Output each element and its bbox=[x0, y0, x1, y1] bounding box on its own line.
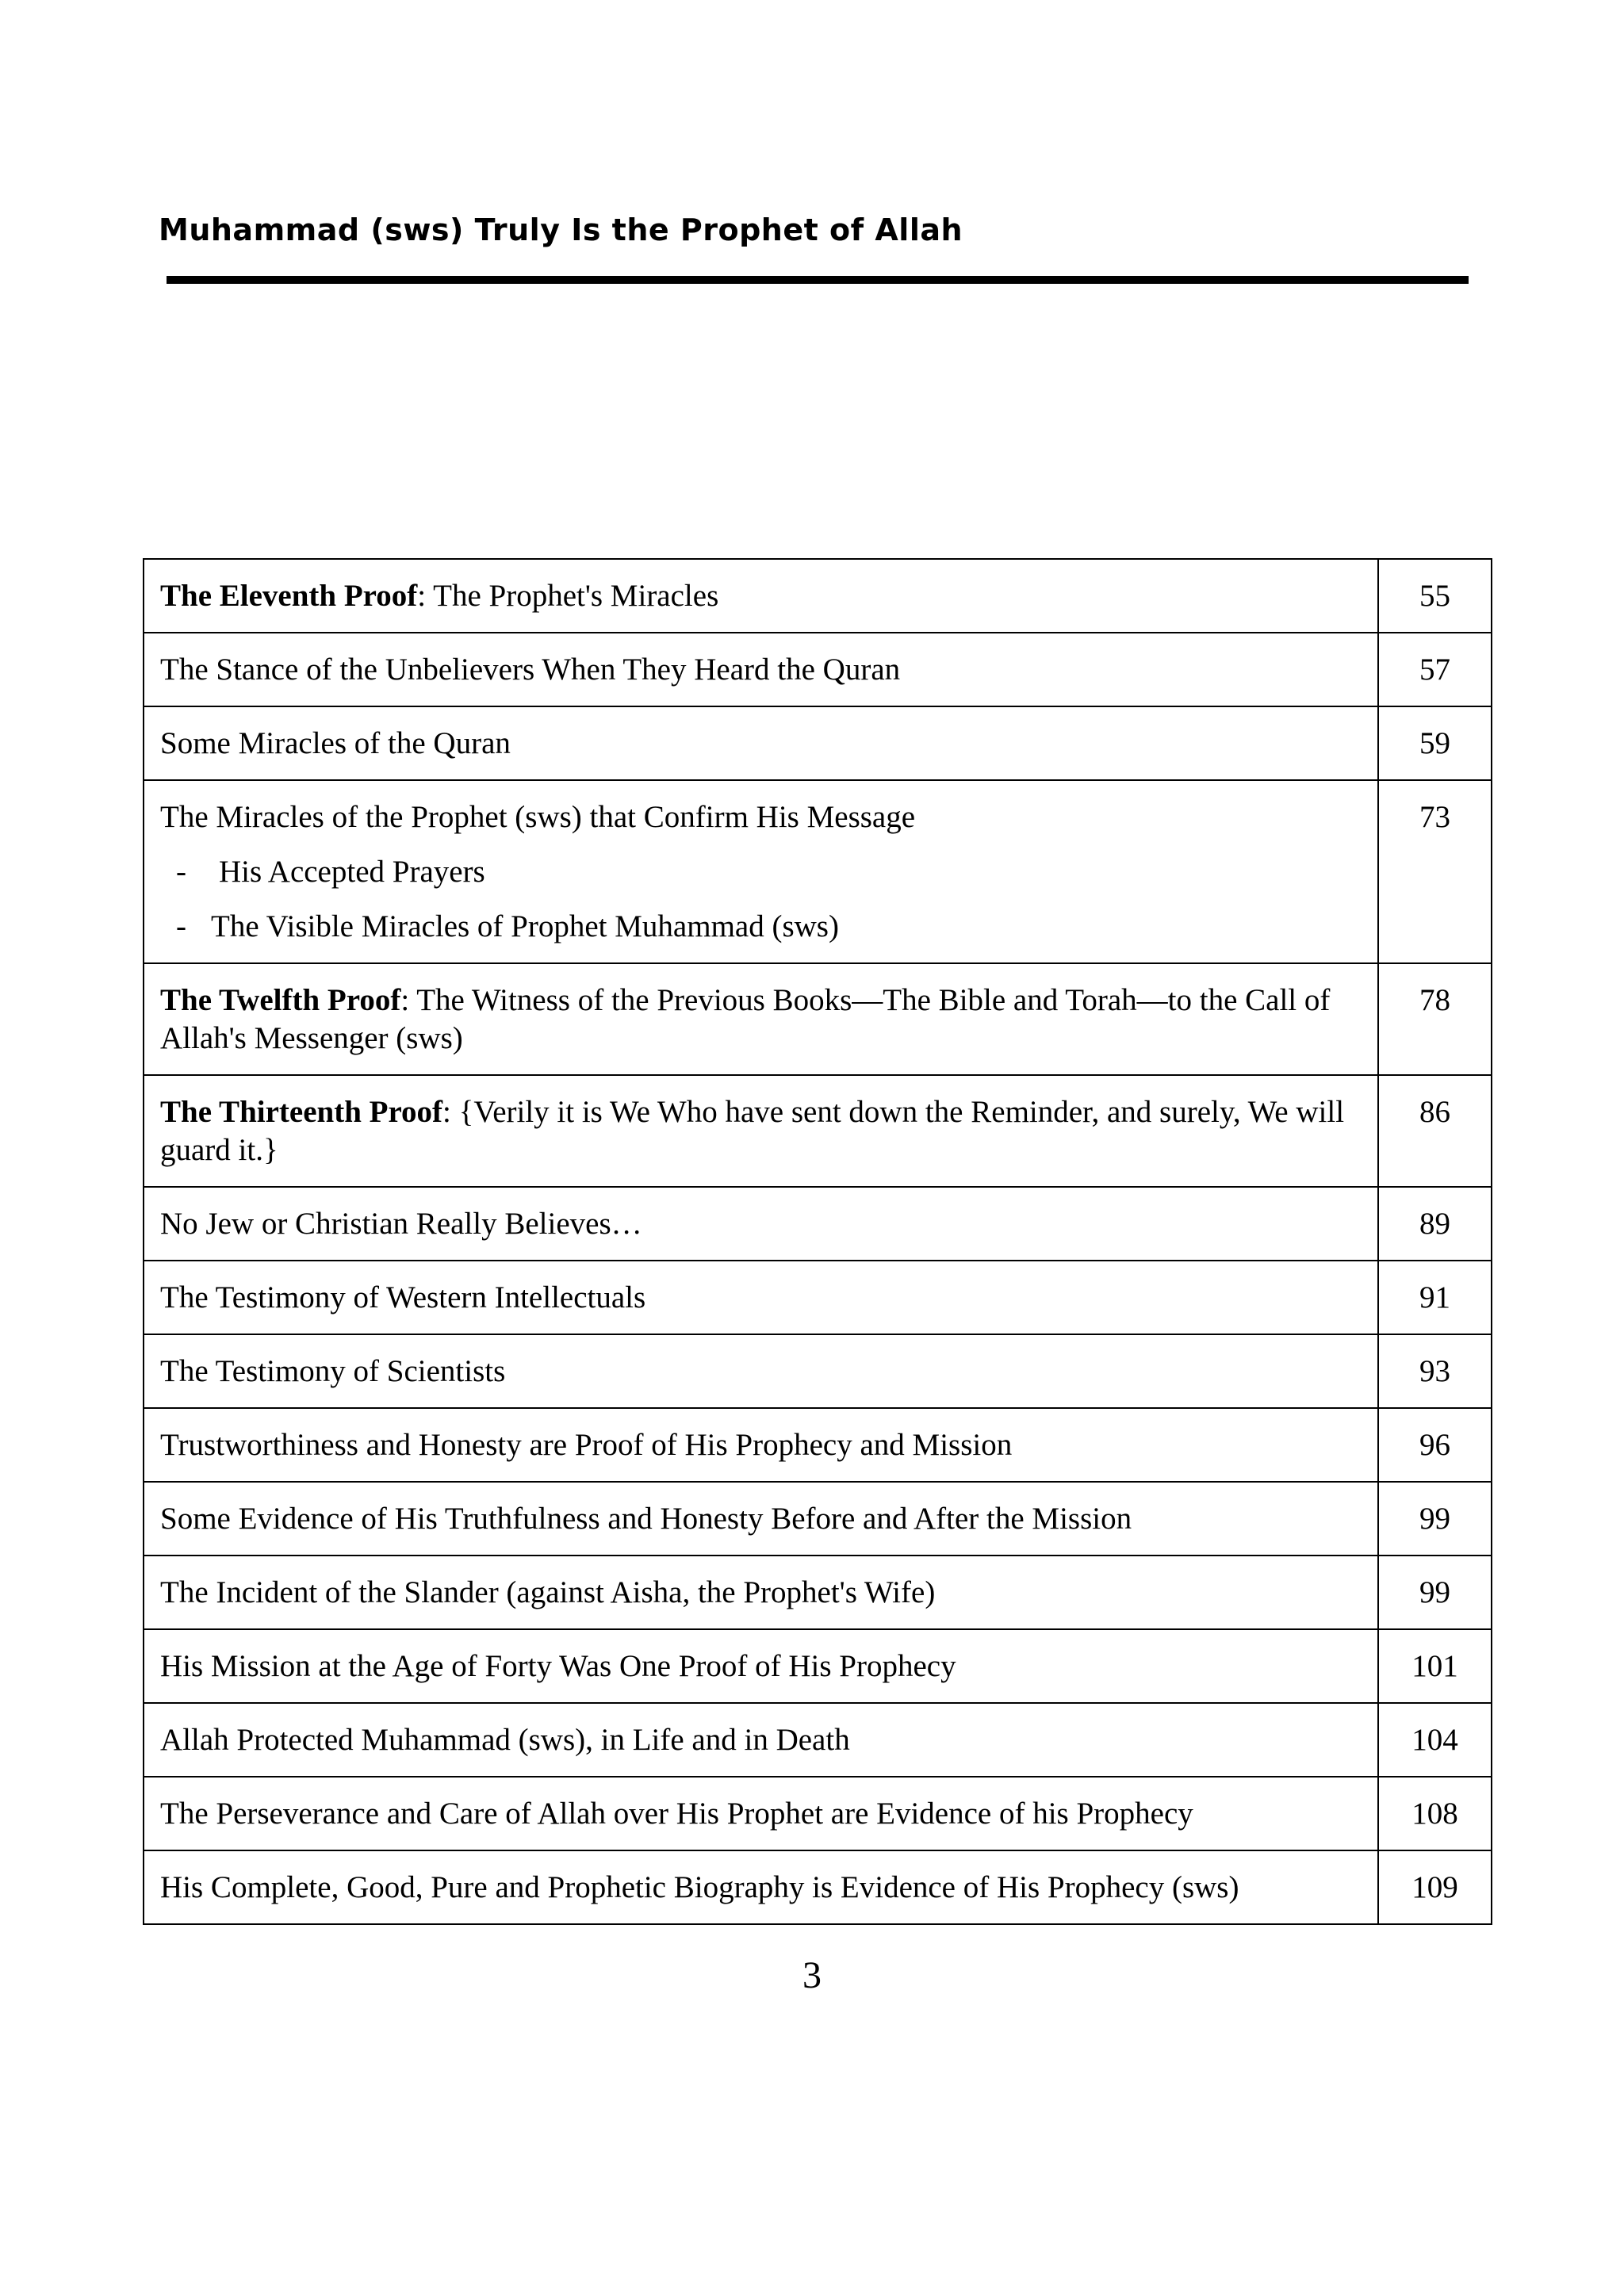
toc-row bbox=[144, 1556, 1492, 1629]
toc-row bbox=[144, 706, 1492, 780]
toc-entry-page: 99 bbox=[1378, 1482, 1492, 1556]
toc-entry-page: 91 bbox=[1378, 1261, 1492, 1334]
toc-entry-lead: The Thirteenth Proof bbox=[160, 1095, 443, 1129]
toc-subitem-text: The Visible Miracles of Prophet Muhammad (sws) bbox=[211, 909, 839, 943]
toc-row bbox=[144, 1850, 1492, 1924]
toc-row bbox=[144, 963, 1492, 1075]
toc-entry-title: Allah Protected Muhammad (sws), in Life and in Death bbox=[144, 1703, 1378, 1777]
toc-entry-page: 78 bbox=[1378, 963, 1492, 1075]
toc-subitem-dash: - bbox=[176, 855, 186, 889]
toc-entry-title: The Perseverance and Care of Allah over His Prophet are Evidence of his Prophecy bbox=[144, 1777, 1378, 1850]
toc-entry-page: 55 bbox=[1378, 559, 1492, 633]
toc-entry-page: 104 bbox=[1378, 1703, 1492, 1777]
toc-subitem bbox=[160, 908, 1363, 946]
toc-entry-text: : {Verily it is We Who have sent down the Reminder, and surely, We will guard it.} bbox=[160, 1095, 1345, 1167]
toc-entry-title: The Testimony of Western Intellectuals bbox=[144, 1261, 1378, 1334]
toc-row bbox=[144, 1777, 1492, 1850]
toc-entry-title bbox=[144, 1075, 1378, 1187]
toc-entry-page: 99 bbox=[1378, 1556, 1492, 1629]
toc-entry-text: : The Prophet's Miracles bbox=[417, 579, 719, 613]
header-rule bbox=[167, 276, 1469, 284]
toc-row bbox=[144, 1629, 1492, 1703]
toc-entry-title: No Jew or Christian Really Believes… bbox=[144, 1187, 1378, 1261]
toc-entry-page: 89 bbox=[1378, 1187, 1492, 1261]
toc-entry-title: His Complete, Good, Pure and Prophetic Biography is Evidence of His Prophecy (sws) bbox=[144, 1850, 1378, 1924]
toc-entry-title: The Stance of the Unbelievers When They Heard the Quran bbox=[144, 633, 1378, 706]
toc-row bbox=[144, 1703, 1492, 1777]
toc-entry-page: 109 bbox=[1378, 1850, 1492, 1924]
toc-entry-title: Some Miracles of the Quran bbox=[144, 706, 1378, 780]
running-header-title: Muhammad (sws) Truly Is the Prophet of Allah bbox=[159, 212, 963, 247]
toc-entry-page: 96 bbox=[1378, 1408, 1492, 1482]
toc-entry-title: The Testimony of Scientists bbox=[144, 1334, 1378, 1408]
toc-entry-lead: The Eleventh Proof bbox=[160, 579, 418, 613]
toc-row bbox=[144, 1075, 1492, 1187]
toc-entry-page: 59 bbox=[1378, 706, 1492, 780]
toc-row bbox=[144, 780, 1492, 963]
toc-row bbox=[144, 1261, 1492, 1334]
toc-subitem-text: His Accepted Prayers bbox=[219, 855, 485, 889]
toc-row bbox=[144, 633, 1492, 706]
toc-entry-text: : The Witness of the Previous Books—The Bible and Torah—to the Call of Allah's Messenger (sws) bbox=[160, 983, 1331, 1055]
toc-row bbox=[144, 559, 1492, 633]
toc-row bbox=[144, 1187, 1492, 1261]
toc-row bbox=[144, 1408, 1492, 1482]
toc-subitem bbox=[160, 853, 1363, 891]
toc-row bbox=[144, 1482, 1492, 1556]
toc-entry-lead: The Twelfth Proof bbox=[160, 983, 401, 1017]
toc-entry-page: 86 bbox=[1378, 1075, 1492, 1187]
toc-entry-title: The Incident of the Slander (against Aisha, the Prophet's Wife) bbox=[144, 1556, 1378, 1629]
toc-entry-title: Some Evidence of His Truthfulness and Honesty Before and After the Mission bbox=[144, 1482, 1378, 1556]
toc-entry-page: 108 bbox=[1378, 1777, 1492, 1850]
toc-entry-title: His Mission at the Age of Forty Was One Proof of His Prophecy bbox=[144, 1629, 1378, 1703]
toc-entry-title bbox=[144, 780, 1378, 963]
table-of-contents bbox=[143, 558, 1492, 1925]
toc-entry-page: 57 bbox=[1378, 633, 1492, 706]
toc-row bbox=[144, 1334, 1492, 1408]
toc-entry-text: The Miracles of the Prophet (sws) that Confirm His Message bbox=[160, 800, 916, 834]
page-number: 3 bbox=[802, 1954, 822, 1996]
toc-entry-page: 101 bbox=[1378, 1629, 1492, 1703]
toc-entry-title bbox=[144, 559, 1378, 633]
toc-entry-title bbox=[144, 963, 1378, 1075]
toc-entry-page: 93 bbox=[1378, 1334, 1492, 1408]
toc-entry-title: Trustworthiness and Honesty are Proof of His Prophecy and Mission bbox=[144, 1408, 1378, 1482]
toc-subitem-dash: - bbox=[176, 909, 186, 943]
toc-entry-page: 73 bbox=[1378, 780, 1492, 963]
